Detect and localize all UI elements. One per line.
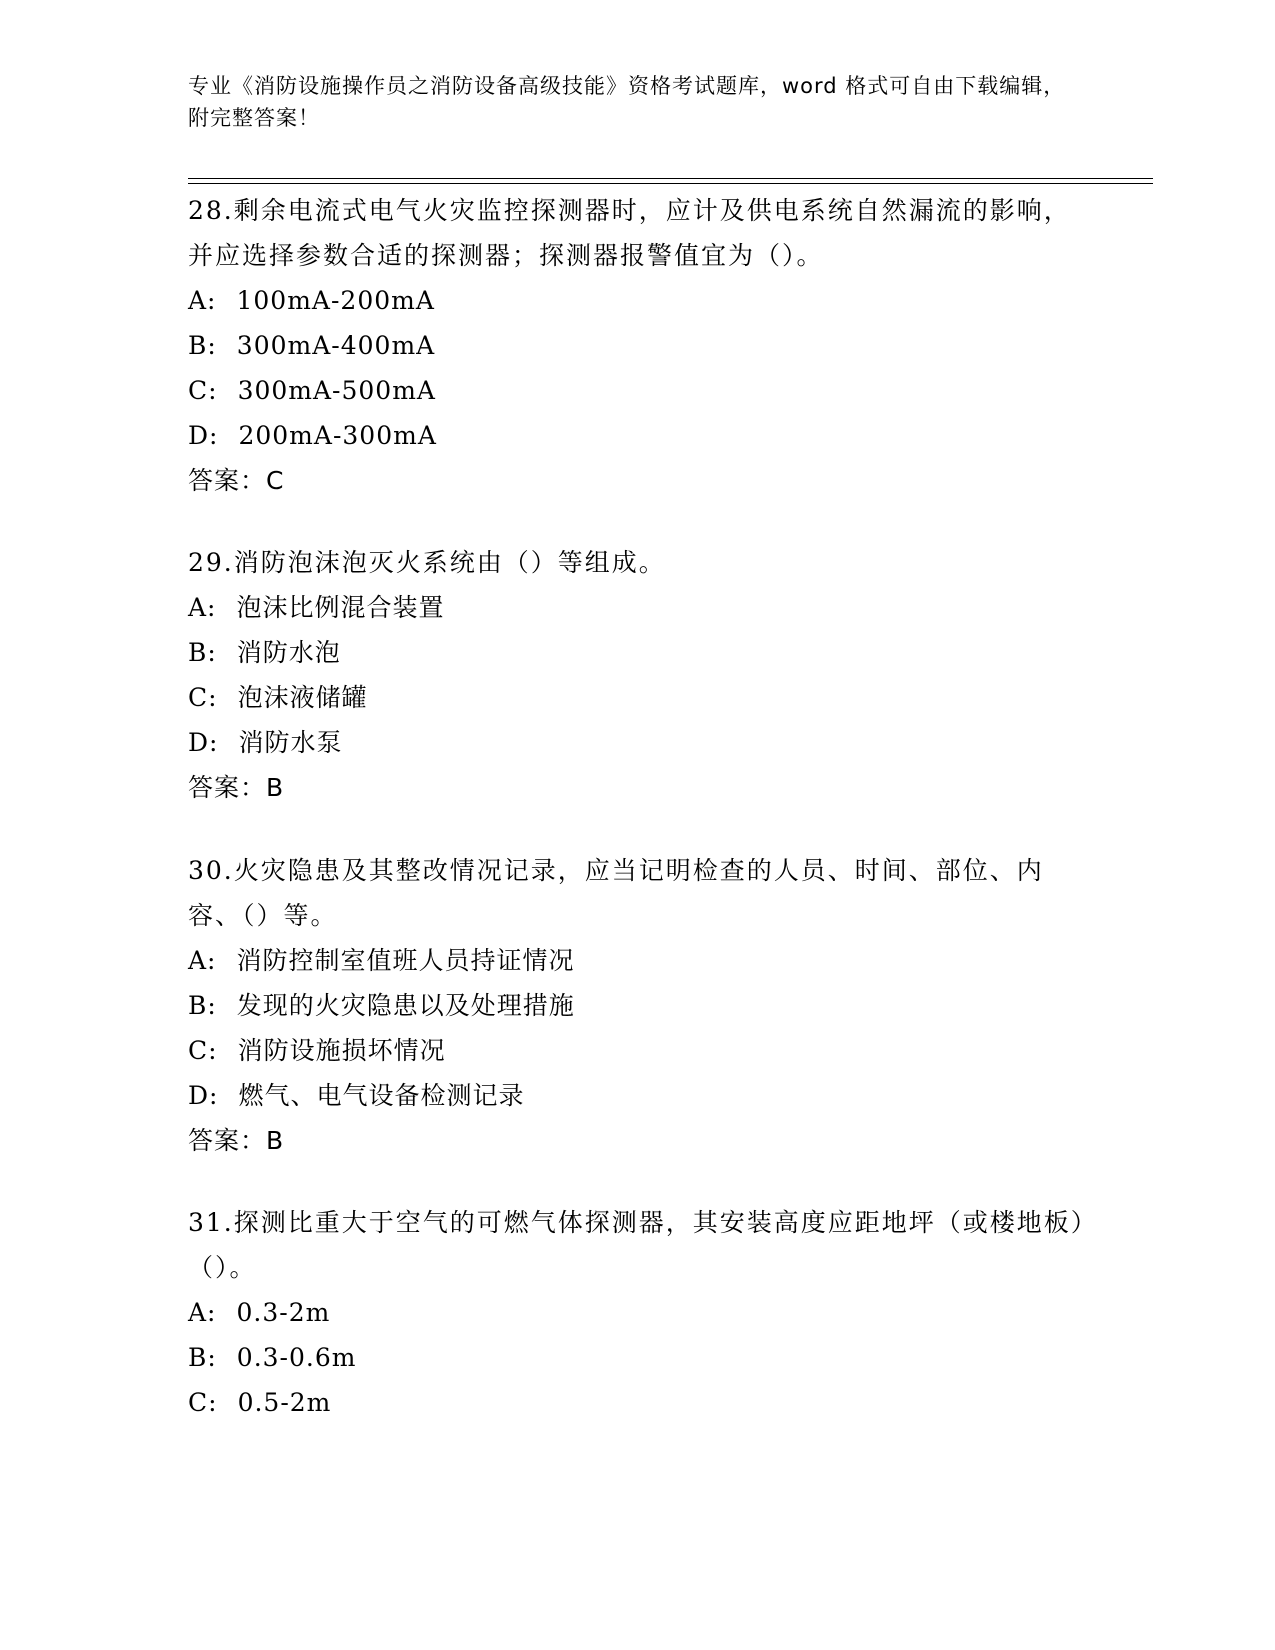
answer: 答案：B <box>188 773 285 802</box>
option-c: C: 0.5-2m <box>188 1388 332 1417</box>
option-a: A: 泡沫比例混合装置 <box>188 593 445 622</box>
option-b: B: 发现的火灾隐患以及处理措施 <box>188 991 575 1020</box>
question-29 <box>188 540 1088 810</box>
question-stem: 31.探测比重大于空气的可燃气体探测器，其安装高度应距地坪（或楼地板）（）。 <box>188 1208 1086 1282</box>
header-divider-bottom <box>188 183 1153 184</box>
question-30 <box>188 848 1088 1163</box>
question-stem: 29.消防泡沫泡灭火系统由（）等组成。 <box>188 548 666 577</box>
option-d: D: 200mA-300mA <box>188 421 437 450</box>
option-c: C: 300mA-500mA <box>188 376 436 405</box>
option-b: B: 消防水泡 <box>188 638 341 667</box>
option-d: D: 燃气、电气设备检测记录 <box>188 1081 525 1110</box>
option-a: A: 0.3-2m <box>188 1298 331 1327</box>
document-header: 专业《消防设施操作员之消防设备高级技能》资格考试题库，word 格式可自由下载编辑，附完整答案！ <box>188 74 1066 130</box>
option-b: B: 300mA-400mA <box>188 331 436 360</box>
answer: 答案：B <box>188 1126 285 1155</box>
answer: 答案：C <box>188 466 285 495</box>
question-28 <box>188 188 1088 503</box>
question-stem: 28.剩余电流式电气火灾监控探测器时，应计及供电系统自然漏流的影响，并应选择参数合适的探测器；探测器报警值宜为（）。 <box>188 196 1071 270</box>
question-stem: 30.火灾隐患及其整改情况记录，应当记明检查的人员、时间、部位、内容、（）等。 <box>188 856 1044 930</box>
option-a: A: 100mA-200mA <box>188 286 435 315</box>
option-c: C: 消防设施损坏情况 <box>188 1036 446 1065</box>
option-a: A: 消防控制室值班人员持证情况 <box>188 946 575 975</box>
option-c: C: 泡沫液储罐 <box>188 683 368 712</box>
option-b: B: 0.3-0.6m <box>188 1343 357 1372</box>
question-31 <box>188 1200 1088 1425</box>
option-d: D: 消防水泵 <box>188 728 343 757</box>
header-divider-top <box>188 178 1153 179</box>
